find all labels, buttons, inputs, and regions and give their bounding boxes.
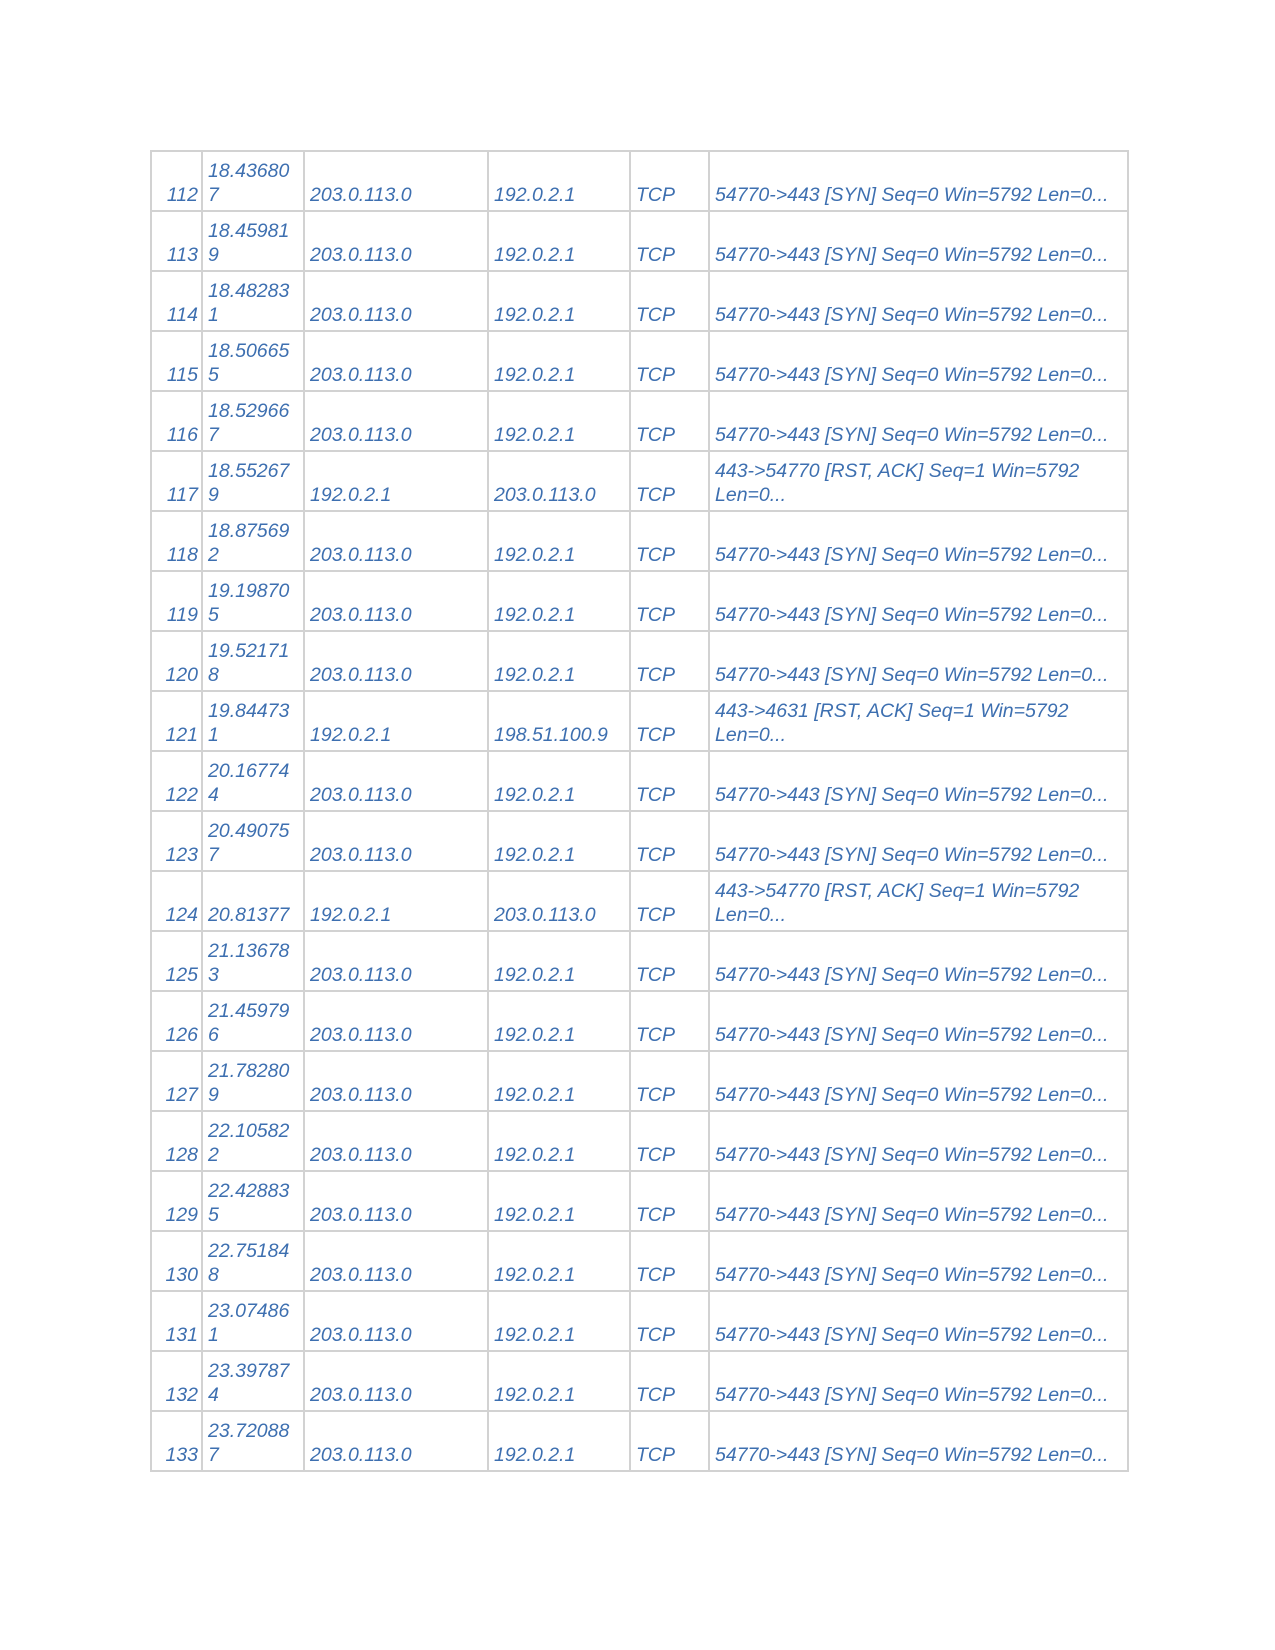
packet-info-cell: 54770->443 [SYN] Seq=0 Win=5792 Len=0... (709, 571, 1128, 631)
packet-time-cell: 20.490757 (202, 811, 304, 871)
packet-protocol-cell: TCP (630, 331, 709, 391)
table-row (151, 1231, 1128, 1291)
table-row (151, 991, 1128, 1051)
packet-protocol-cell: TCP (630, 1111, 709, 1171)
packet-destination-cell: 192.0.2.1 (488, 1411, 630, 1471)
packet-source-cell: 203.0.113.0 (304, 931, 488, 991)
packet-time-cell: 22.751848 (202, 1231, 304, 1291)
packet-source-cell: 203.0.113.0 (304, 151, 488, 211)
packet-protocol-cell: TCP (630, 751, 709, 811)
packet-info-cell: 443->4631 [RST, ACK] Seq=1 Win=5792 Len=0... (709, 691, 1128, 751)
table-row (151, 1291, 1128, 1351)
packet-number-cell: 124 (151, 871, 202, 931)
table-row (151, 211, 1128, 271)
packet-number-cell: 128 (151, 1111, 202, 1171)
packet-destination-cell: 192.0.2.1 (488, 751, 630, 811)
packet-info-cell: 54770->443 [SYN] Seq=0 Win=5792 Len=0... (709, 1411, 1128, 1471)
packet-protocol-cell: TCP (630, 511, 709, 571)
packet-info-cell: 54770->443 [SYN] Seq=0 Win=5792 Len=0... (709, 1291, 1128, 1351)
packet-number-cell: 118 (151, 511, 202, 571)
packet-info-cell: 54770->443 [SYN] Seq=0 Win=5792 Len=0... (709, 1111, 1128, 1171)
packet-time-cell: 21.782809 (202, 1051, 304, 1111)
packet-info-cell: 54770->443 [SYN] Seq=0 Win=5792 Len=0... (709, 151, 1128, 211)
packet-protocol-cell: TCP (630, 1291, 709, 1351)
packet-destination-cell: 192.0.2.1 (488, 331, 630, 391)
packet-source-cell: 203.0.113.0 (304, 1411, 488, 1471)
packet-destination-cell: 192.0.2.1 (488, 1171, 630, 1231)
packet-destination-cell: 192.0.2.1 (488, 1051, 630, 1111)
packet-number-cell: 131 (151, 1291, 202, 1351)
packet-number-cell: 133 (151, 1411, 202, 1471)
table-row (151, 811, 1128, 871)
packet-capture-table (150, 150, 1129, 1472)
packet-info-cell: 54770->443 [SYN] Seq=0 Win=5792 Len=0... (709, 1171, 1128, 1231)
packet-destination-cell: 192.0.2.1 (488, 991, 630, 1051)
packet-number-cell: 119 (151, 571, 202, 631)
table-row (151, 1111, 1128, 1171)
table-row (151, 1051, 1128, 1111)
packet-time-cell: 22.428835 (202, 1171, 304, 1231)
packet-number-cell: 116 (151, 391, 202, 451)
packet-destination-cell: 192.0.2.1 (488, 1231, 630, 1291)
packet-info-cell: 54770->443 [SYN] Seq=0 Win=5792 Len=0... (709, 271, 1128, 331)
packet-time-cell: 18.482831 (202, 271, 304, 331)
packet-source-cell: 203.0.113.0 (304, 811, 488, 871)
table-row (151, 751, 1128, 811)
packet-destination-cell: 203.0.113.0 (488, 451, 630, 511)
packet-source-cell: 192.0.2.1 (304, 691, 488, 751)
packet-time-cell: 18.459819 (202, 211, 304, 271)
table-row (151, 1171, 1128, 1231)
packet-source-cell: 203.0.113.0 (304, 991, 488, 1051)
packet-time-cell: 21.136783 (202, 931, 304, 991)
packet-protocol-cell: TCP (630, 211, 709, 271)
packet-protocol-cell: TCP (630, 871, 709, 931)
packet-source-cell: 203.0.113.0 (304, 1171, 488, 1231)
packet-source-cell: 203.0.113.0 (304, 211, 488, 271)
table-row (151, 1351, 1128, 1411)
packet-info-cell: 54770->443 [SYN] Seq=0 Win=5792 Len=0... (709, 391, 1128, 451)
packet-time-cell: 23.397874 (202, 1351, 304, 1411)
packet-source-cell: 203.0.113.0 (304, 511, 488, 571)
packet-number-cell: 120 (151, 631, 202, 691)
table-row (151, 331, 1128, 391)
packet-destination-cell: 192.0.2.1 (488, 271, 630, 331)
packet-time-cell: 23.074861 (202, 1291, 304, 1351)
packet-number-cell: 132 (151, 1351, 202, 1411)
packet-number-cell: 127 (151, 1051, 202, 1111)
packet-protocol-cell: TCP (630, 271, 709, 331)
packet-table-body (151, 151, 1128, 1471)
table-row (151, 451, 1128, 511)
packet-info-cell: 443->54770 [RST, ACK] Seq=1 Win=5792 Len=0... (709, 451, 1128, 511)
packet-destination-cell: 203.0.113.0 (488, 871, 630, 931)
packet-info-cell: 443->54770 [RST, ACK] Seq=1 Win=5792 Len=0... (709, 871, 1128, 931)
packet-info-cell: 54770->443 [SYN] Seq=0 Win=5792 Len=0... (709, 1051, 1128, 1111)
packet-destination-cell: 192.0.2.1 (488, 571, 630, 631)
packet-source-cell: 203.0.113.0 (304, 751, 488, 811)
packet-protocol-cell: TCP (630, 631, 709, 691)
packet-destination-cell: 192.0.2.1 (488, 631, 630, 691)
packet-time-cell: 19.844731 (202, 691, 304, 751)
packet-destination-cell: 192.0.2.1 (488, 511, 630, 571)
table-row (151, 1411, 1128, 1471)
packet-time-cell: 18.436807 (202, 151, 304, 211)
table-row (151, 871, 1128, 931)
packet-destination-cell: 192.0.2.1 (488, 931, 630, 991)
packet-source-cell: 203.0.113.0 (304, 391, 488, 451)
packet-time-cell: 19.198705 (202, 571, 304, 631)
packet-info-cell: 54770->443 [SYN] Seq=0 Win=5792 Len=0... (709, 811, 1128, 871)
packet-time-cell: 18.875692 (202, 511, 304, 571)
packet-destination-cell: 192.0.2.1 (488, 1291, 630, 1351)
packet-info-cell: 54770->443 [SYN] Seq=0 Win=5792 Len=0... (709, 991, 1128, 1051)
packet-source-cell: 203.0.113.0 (304, 1351, 488, 1411)
table-row (151, 391, 1128, 451)
packet-number-cell: 126 (151, 991, 202, 1051)
packet-destination-cell: 192.0.2.1 (488, 1111, 630, 1171)
packet-time-cell: 19.521718 (202, 631, 304, 691)
packet-time-cell: 18.552679 (202, 451, 304, 511)
packet-destination-cell: 192.0.2.1 (488, 391, 630, 451)
packet-protocol-cell: TCP (630, 931, 709, 991)
packet-destination-cell: 198.51.100.9 (488, 691, 630, 751)
packet-source-cell: 203.0.113.0 (304, 331, 488, 391)
packet-protocol-cell: TCP (630, 1051, 709, 1111)
packet-protocol-cell: TCP (630, 691, 709, 751)
packet-source-cell: 203.0.113.0 (304, 1291, 488, 1351)
packet-source-cell: 203.0.113.0 (304, 1111, 488, 1171)
packet-number-cell: 129 (151, 1171, 202, 1231)
packet-info-cell: 54770->443 [SYN] Seq=0 Win=5792 Len=0... (709, 631, 1128, 691)
packet-source-cell: 203.0.113.0 (304, 571, 488, 631)
table-row (151, 631, 1128, 691)
packet-protocol-cell: TCP (630, 1411, 709, 1471)
packet-time-cell: 22.105822 (202, 1111, 304, 1171)
packet-info-cell: 54770->443 [SYN] Seq=0 Win=5792 Len=0... (709, 511, 1128, 571)
packet-protocol-cell: TCP (630, 151, 709, 211)
packet-number-cell: 114 (151, 271, 202, 331)
packet-protocol-cell: TCP (630, 451, 709, 511)
packet-source-cell: 192.0.2.1 (304, 871, 488, 931)
packet-number-cell: 130 (151, 1231, 202, 1291)
packet-destination-cell: 192.0.2.1 (488, 211, 630, 271)
packet-number-cell: 117 (151, 451, 202, 511)
table-row (151, 571, 1128, 631)
packet-source-cell: 203.0.113.0 (304, 631, 488, 691)
packet-info-cell: 54770->443 [SYN] Seq=0 Win=5792 Len=0... (709, 211, 1128, 271)
packet-destination-cell: 192.0.2.1 (488, 1351, 630, 1411)
packet-number-cell: 123 (151, 811, 202, 871)
packet-protocol-cell: TCP (630, 571, 709, 631)
packet-protocol-cell: TCP (630, 991, 709, 1051)
packet-protocol-cell: TCP (630, 811, 709, 871)
packet-time-cell: 23.720887 (202, 1411, 304, 1471)
packet-number-cell: 121 (151, 691, 202, 751)
packet-time-cell: 20.167744 (202, 751, 304, 811)
packet-number-cell: 122 (151, 751, 202, 811)
packet-source-cell: 203.0.113.0 (304, 1051, 488, 1111)
packet-destination-cell: 192.0.2.1 (488, 151, 630, 211)
packet-protocol-cell: TCP (630, 1351, 709, 1411)
packet-protocol-cell: TCP (630, 1231, 709, 1291)
packet-time-cell: 18.506655 (202, 331, 304, 391)
table-row (151, 931, 1128, 991)
packet-number-cell: 112 (151, 151, 202, 211)
table-row (151, 511, 1128, 571)
packet-info-cell: 54770->443 [SYN] Seq=0 Win=5792 Len=0... (709, 1351, 1128, 1411)
packet-info-cell: 54770->443 [SYN] Seq=0 Win=5792 Len=0... (709, 931, 1128, 991)
table-row (151, 691, 1128, 751)
packet-source-cell: 203.0.113.0 (304, 1231, 488, 1291)
packet-number-cell: 113 (151, 211, 202, 271)
packet-source-cell: 192.0.2.1 (304, 451, 488, 511)
table-row (151, 151, 1128, 211)
packet-number-cell: 125 (151, 931, 202, 991)
packet-source-cell: 203.0.113.0 (304, 271, 488, 331)
packet-protocol-cell: TCP (630, 391, 709, 451)
packet-time-cell: 20.81377 (202, 871, 304, 931)
packet-time-cell: 21.459796 (202, 991, 304, 1051)
packet-destination-cell: 192.0.2.1 (488, 811, 630, 871)
packet-number-cell: 115 (151, 331, 202, 391)
table-row (151, 271, 1128, 331)
packet-time-cell: 18.529667 (202, 391, 304, 451)
packet-info-cell: 54770->443 [SYN] Seq=0 Win=5792 Len=0... (709, 331, 1128, 391)
packet-info-cell: 54770->443 [SYN] Seq=0 Win=5792 Len=0... (709, 751, 1128, 811)
packet-info-cell: 54770->443 [SYN] Seq=0 Win=5792 Len=0... (709, 1231, 1128, 1291)
packet-protocol-cell: TCP (630, 1171, 709, 1231)
